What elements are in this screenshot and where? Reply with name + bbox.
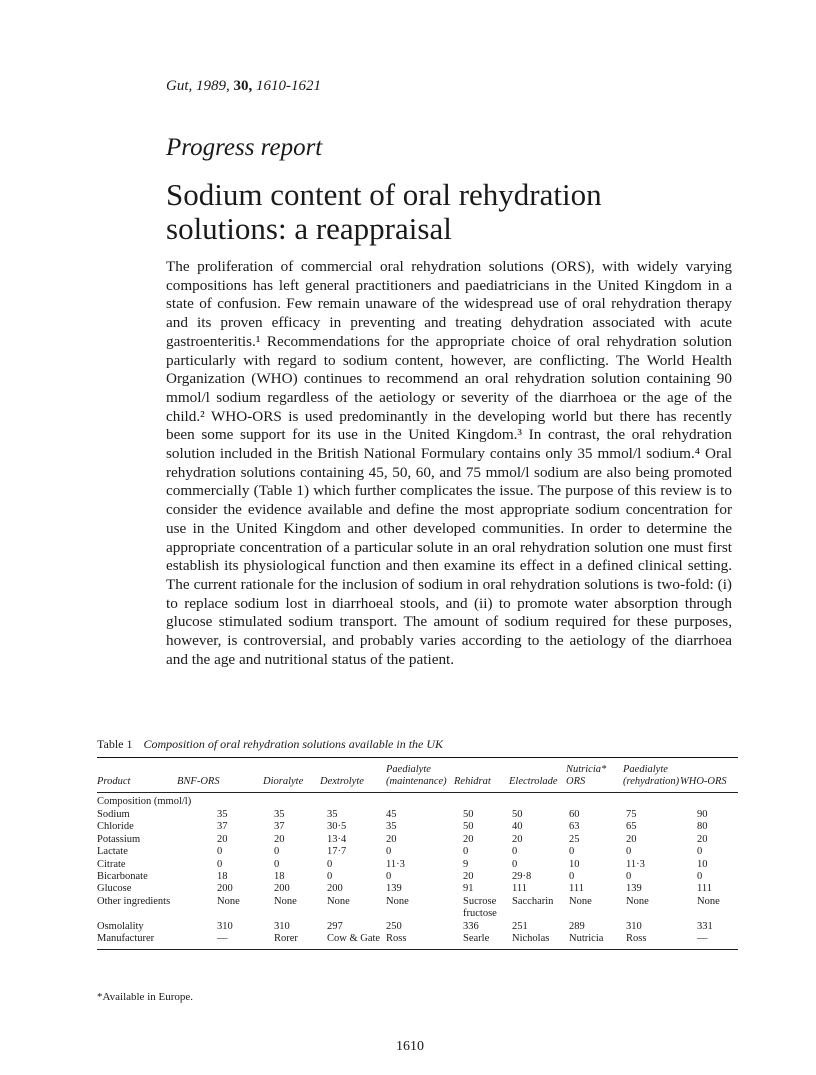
table-cell: 0: [697, 870, 703, 882]
table-column-header: ORS: [566, 776, 586, 787]
table-column-header: Dioralyte: [263, 776, 304, 787]
table-cell: None: [626, 895, 649, 907]
table-cell: 11·3: [386, 858, 405, 870]
table-label: Table 1: [97, 737, 133, 751]
table-cell: 35: [217, 809, 228, 820]
table-cell: 139: [626, 883, 642, 895]
table-row: [97, 883, 738, 895]
table-cell: 9: [463, 858, 469, 870]
table-cell: Nutricia: [569, 932, 604, 944]
table-cell: 0: [626, 870, 632, 882]
table-cell: Searle: [463, 932, 490, 944]
table-cell: 20: [463, 870, 474, 882]
table-cell: 13·4: [327, 833, 347, 845]
journal-volume: 30,: [233, 78, 253, 94]
body-paragraph: The proliferation of commercial oral rehydration solutions (ORS), with widely varying compositions has left general practitioners and paediatricians in the United Kingdom in a state of confusion. Few remain unaware of the widespread use of oral rehydration therapy and its proven efficacy in preventing and treating dehydration associated with acute gastroenteritis.¹ Recommendations for the appropriate choice of oral rehydration solution particularly with regard to sodium content, however, are conflicting. The World Health Organization (WHO) continues to recommend an oral rehydration solution containing 90 mmol/l sodium regardless of the aetiology or severity of the diarrhoea or the age of the child.² WHO-ORS is used predominantly in the developing world but there has recently been some support for its use in the United Kingdom.³ In contrast, the oral rehydration solution included in the British National Formulary contains only 35 mmol/l sodium.⁴ Oral rehydration solutions containing 45, 50, 60, and 75 mmol/l sodium are also being promoted commercially (Table 1) which further complicates the issue. The purpose of this review is to consider the evidence available and define the most appropriate sodium concentration for use in the United Kingdom and other developed communities. In order to determine the appropriate concentration of a particular solute in an oral rehydration solution one must first establish its physiological function and then examine its effect in a defined clinical setting. The current rationale for the inclusion of sodium in oral rehydration solutions is two-fold: (i) to replace sodium lost in diarrhoeal stools, and (ii) to promote water absorption through glucose stimulated sodium transport. The amount of sodium required for these purposes, however, is controversial, and probably varies according to the aetiology of the diarrhoea and the age and nutritional status of the patient.: [166, 258, 732, 668]
table-cell: 20: [512, 833, 523, 845]
table-cell: 63: [569, 821, 580, 833]
table-cell: 310: [217, 920, 233, 932]
table-cell: None: [697, 895, 720, 907]
table-column-header: Product: [97, 776, 131, 787]
table-column-header: (maintenance): [386, 776, 447, 787]
table-column-header: Rehidrat: [454, 776, 491, 787]
table-cell: 289: [569, 920, 585, 932]
table-row: [97, 871, 738, 883]
table-cell: None: [327, 895, 350, 907]
article-title: Sodium content of oral rehydration solutions: a reappraisal: [166, 177, 602, 246]
table-caption: [97, 737, 443, 752]
table-cell: 0: [463, 846, 469, 858]
table-cell: —: [217, 932, 228, 944]
table-cell: 0: [327, 858, 333, 870]
table-cell: Rorer: [274, 932, 298, 944]
table-cell: 37: [274, 821, 285, 833]
table-cell: 251: [512, 920, 528, 932]
table-cell: 65: [626, 821, 637, 833]
composition-table: [97, 757, 738, 950]
table-cell: 0: [697, 846, 703, 858]
table-cell: None: [217, 895, 240, 907]
table-cell: 336: [463, 920, 479, 932]
table-cell: 250: [386, 920, 402, 932]
table-cell: 0: [274, 846, 280, 858]
table-bottom-rule: [97, 949, 738, 950]
table-cell: 37: [217, 821, 228, 833]
table-row-label: Lactate: [97, 846, 128, 858]
table-row: [97, 809, 738, 821]
table-cell: Ross: [626, 932, 647, 944]
table-row-label: Other ingredients: [97, 895, 171, 907]
section-label: Progress report: [166, 134, 323, 161]
table-row: [97, 834, 738, 846]
table-cell: 20: [463, 833, 474, 845]
table-cell: 60: [569, 809, 580, 820]
table-cell: Cow & Gate: [327, 932, 381, 944]
table-cell: 50: [463, 809, 474, 820]
table-column-header: Paedialyte: [386, 764, 431, 775]
table-cell: 0: [626, 846, 632, 858]
table-cell: None: [274, 895, 297, 907]
table-cell: 91: [463, 883, 474, 895]
table-cell: 50: [463, 821, 474, 833]
table-column-header: (rehydration): [623, 776, 680, 787]
table-column-header: Paedialyte: [623, 764, 668, 775]
table-row-label: Bicarbonate: [97, 870, 148, 882]
table-cell: 20: [626, 833, 637, 845]
table-group-label: Composition (mmol/l): [97, 796, 192, 807]
table-cell: 30·5: [327, 821, 347, 833]
table-column-header: Dextrolyte: [320, 776, 364, 787]
table-cell: 17·7: [327, 846, 347, 858]
table-row-label: Citrate: [97, 858, 126, 870]
table-footnote: *Available in Europe.: [97, 991, 194, 1003]
table-column-header: BNF-ORS: [177, 776, 220, 787]
table-row: [97, 908, 738, 920]
table-cell: 297: [327, 920, 343, 932]
table-header-rule: [97, 792, 738, 793]
table-cell: Nicholas: [512, 932, 550, 944]
table-cell: 29·8: [512, 870, 532, 882]
table-cell: Saccharin: [512, 895, 554, 907]
table-cell: 111: [512, 883, 527, 895]
page-number: 1610: [396, 1039, 424, 1054]
table-cell: 35: [327, 809, 338, 820]
table-body: [97, 809, 738, 945]
table-cell: 90: [697, 809, 708, 820]
table-cell: 0: [217, 846, 223, 858]
table-cell: 35: [386, 821, 397, 833]
table-column-header: Electrolade: [509, 776, 558, 787]
table-row-label: Chloride: [97, 821, 134, 833]
table-caption-text: Composition of oral rehydration solutions available in the UK: [143, 737, 444, 751]
table-cell: 111: [569, 883, 584, 895]
table-cell: Sucrose: [463, 895, 497, 907]
table-cell: 200: [217, 883, 233, 895]
table-cell: 0: [569, 870, 575, 882]
table-cell: 310: [274, 920, 290, 932]
table-cell: 0: [274, 858, 280, 870]
table-cell: 10: [569, 858, 580, 870]
table-row: [97, 846, 738, 858]
table-cell: 331: [697, 920, 713, 932]
table-row-label: Sodium: [97, 809, 130, 820]
journal-name: Gut: [166, 78, 189, 94]
table-cell: 139: [386, 883, 402, 895]
table-cell: Ross: [386, 932, 407, 944]
table-cell: 80: [697, 821, 708, 833]
table-cell: 35: [274, 809, 285, 820]
table-row: [97, 921, 738, 933]
table-row: [97, 859, 738, 871]
journal-pages: 1610-1621: [256, 78, 321, 94]
table-row-label: Manufacturer: [97, 932, 155, 944]
table-cell: 0: [512, 858, 518, 870]
table-header: [97, 758, 738, 792]
table-cell: 18: [217, 870, 228, 882]
table-row-label: Osmolality: [97, 920, 144, 932]
table-row-label: Glucose: [97, 883, 132, 895]
table-cell: 20: [217, 833, 228, 845]
table-cell: 0: [386, 846, 392, 858]
table-cell: 200: [327, 883, 343, 895]
table-cell: 10: [697, 858, 708, 870]
table-cell: 0: [217, 858, 223, 870]
table-row: [97, 896, 738, 908]
table-cell: 40: [512, 821, 523, 833]
table-cell: 310: [626, 920, 642, 932]
table-cell: 111: [697, 883, 712, 895]
table-cell: 20: [274, 833, 285, 845]
table-cell: fructose: [463, 908, 497, 920]
table-cell: None: [386, 895, 409, 907]
table-cell: 0: [386, 870, 392, 882]
table-cell: 0: [569, 846, 575, 858]
table-cell: 25: [569, 833, 580, 845]
table-cell: 50: [512, 809, 523, 820]
table-cell: 45: [386, 809, 397, 820]
table-cell: 75: [626, 809, 637, 820]
table-cell: 200: [274, 883, 290, 895]
table-column-header: Nutricia*: [566, 764, 607, 775]
table-cell: 0: [327, 870, 333, 882]
table-cell: 0: [512, 846, 518, 858]
table-cell: 20: [697, 833, 708, 845]
table-row: [97, 821, 738, 833]
table-cell: —: [697, 932, 708, 944]
table-cell: 20: [386, 833, 397, 845]
table-cell: None: [569, 895, 592, 907]
table-cell: 18: [274, 870, 285, 882]
table-row-label: Potassium: [97, 833, 141, 845]
journal-year: 1989,: [196, 78, 230, 94]
table-cell: 11·3: [626, 858, 645, 870]
table-column-header: WHO-ORS: [680, 776, 727, 787]
table-row: [97, 933, 738, 945]
journal-citation: Gut, 1989, 30, 1610-1621: [166, 78, 321, 94]
